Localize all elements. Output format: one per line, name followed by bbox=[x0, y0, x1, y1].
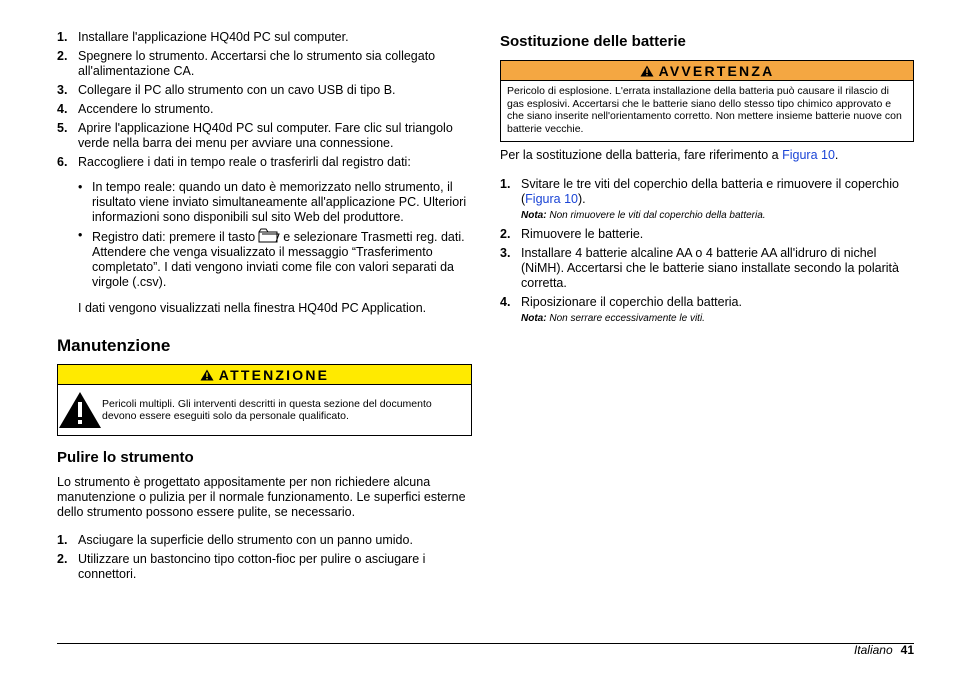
step-text: Installare l'applicazione HQ40d PC sul computer. bbox=[78, 30, 349, 44]
clean-heading: Pulire lo strumento bbox=[57, 449, 194, 466]
note-text: Non rimuovere le viti dal coperchio della batteria. bbox=[549, 210, 766, 221]
list-item bbox=[57, 155, 472, 170]
list-item bbox=[57, 49, 472, 79]
note bbox=[500, 209, 914, 222]
page-number: 41 bbox=[900, 643, 914, 657]
step-number: 2. bbox=[500, 227, 511, 241]
step-number: 1. bbox=[57, 533, 68, 547]
note-label: Nota: bbox=[521, 313, 547, 324]
right-column bbox=[500, 30, 914, 330]
bullet-text: Registro dati: premere il tasto bbox=[92, 230, 256, 244]
list-item bbox=[500, 295, 914, 310]
caution-box bbox=[57, 364, 472, 436]
step-number: 4. bbox=[57, 102, 68, 116]
note-text: Non serrare eccessivamente le viti. bbox=[549, 313, 705, 324]
ref-text: Per la sostituzione della batteria, fare riferimento a bbox=[500, 148, 783, 162]
step-number: 3. bbox=[500, 246, 511, 260]
warning-text: Pericolo di esplosione. L'errata installazione della batteria può causare il rilascio di gas esplosivi. Accertarsi che le batterie siano dello stesso tipo chimico approvato e che siano inserite nell'orientamento corretto. Non mettere insieme batterie nuove con batterie vecchie. bbox=[507, 85, 902, 135]
warning-label: AVVERTENZA bbox=[658, 62, 775, 79]
page-footer bbox=[854, 643, 914, 657]
footer-language: Italiano bbox=[853, 643, 893, 657]
step-text: Spegnere lo strumento. Accertarsi che lo strumento sia collegato all'alimentazione CA. bbox=[78, 49, 436, 78]
step-text: Installare 4 batterie alcaline AA o 4 batterie AA all'idruro di nichel (NiMH). Accertarsi che le batterie siano installate secondo la polarità corretta. bbox=[521, 246, 899, 290]
step-text: Asciugare la superficie dello strumento con un panno umido. bbox=[78, 533, 413, 547]
data-shown-text: I dati vengono visualizzati nella finestra HQ40d PC Application. bbox=[78, 301, 427, 315]
step-number: 4. bbox=[500, 295, 511, 309]
list-item bbox=[57, 552, 472, 582]
step-text: Collegare il PC allo strumento con un cavo USB di tipo B. bbox=[78, 83, 396, 97]
list-item bbox=[500, 227, 914, 242]
step-number: 5. bbox=[57, 121, 68, 135]
step-text-end: ). bbox=[577, 192, 586, 206]
note bbox=[500, 312, 914, 325]
ref-text-end: . bbox=[834, 148, 839, 162]
left-column bbox=[57, 30, 472, 586]
maintenance-heading: Manutenzione bbox=[57, 336, 171, 355]
caution-icon-cell bbox=[58, 391, 102, 429]
list-item bbox=[57, 533, 472, 548]
step-text: Rimuovere le batterie. bbox=[521, 227, 644, 241]
battery-ref-text bbox=[500, 148, 914, 163]
list-item bbox=[57, 121, 472, 151]
bullet-dot: • bbox=[78, 228, 83, 242]
warning-triangle-icon bbox=[200, 369, 214, 381]
step-number: 1. bbox=[500, 177, 511, 191]
step-text: Svitare le tre viti del coperchio della batteria e rimuovere il coperchio ( bbox=[521, 177, 899, 206]
bullet-text: In tempo reale: quando un dato è memorizzato nello strumento, il risultato viene inviato simultaneamente all'applicazione PC. Ulteriori informazioni sono disponibili sul sito Web del produttore. bbox=[92, 180, 467, 224]
warning-icon bbox=[58, 391, 102, 429]
warning-box bbox=[500, 60, 914, 142]
figure-link[interactable]: Figura 10 bbox=[525, 192, 578, 206]
caution-text: Pericoli multipli. Gli interventi descritti in questa sezione del documento devono essere eseguiti solo da personale qualificato. bbox=[102, 397, 432, 422]
setup-steps bbox=[57, 30, 472, 170]
caution-content bbox=[58, 385, 471, 435]
step-text: Accendere lo strumento. bbox=[78, 102, 214, 116]
note-label: Nota: bbox=[521, 210, 547, 221]
list-item bbox=[57, 30, 472, 45]
clean-steps bbox=[57, 533, 472, 582]
list-item bbox=[57, 83, 472, 98]
step-number: 6. bbox=[57, 155, 68, 169]
step-number: 1. bbox=[57, 30, 68, 44]
clean-intro: Lo strumento è progettato appositamente per non richiedere alcuna manutenzione o pulizia per il normale funzionamento. Le superfici esterne dello strumento possono essere pulite, se necessario. bbox=[57, 475, 466, 519]
collect-options bbox=[57, 180, 472, 290]
caution-label: ATTENZIONE bbox=[218, 366, 330, 383]
step-text: Riposizionare il coperchio della batteria. bbox=[521, 295, 742, 309]
figure-link[interactable]: Figura 10 bbox=[782, 148, 835, 162]
warning-header bbox=[501, 61, 913, 81]
caution-header bbox=[58, 365, 471, 385]
folder-icon bbox=[258, 228, 280, 243]
bullet-dot: • bbox=[78, 180, 83, 194]
step-text: Utilizzare un bastoncino tipo cotton-fioc per pulire o asciugare i connettori. bbox=[78, 552, 426, 581]
step-number: 2. bbox=[57, 552, 68, 566]
battery-heading: Sostituzione delle batterie bbox=[500, 33, 686, 50]
footer-divider bbox=[57, 643, 914, 644]
step-number: 3. bbox=[57, 83, 68, 97]
step-text: Raccogliere i dati in tempo reale o trasferirli dal registro dati: bbox=[78, 155, 411, 169]
step-text: Aprire l'applicazione HQ40d PC sul computer. Fare clic sul triangolo verde nella barra dei menu per avviare una connessione. bbox=[78, 121, 453, 150]
bullet-datalog bbox=[57, 228, 472, 290]
warning-triangle-icon bbox=[640, 65, 654, 77]
list-item bbox=[500, 177, 914, 207]
battery-steps bbox=[500, 177, 914, 207]
list-item bbox=[57, 102, 472, 117]
step-number: 2. bbox=[57, 49, 68, 63]
list-item bbox=[500, 246, 914, 291]
battery-steps-cont bbox=[500, 227, 914, 310]
bullet-realtime bbox=[57, 180, 472, 225]
bullet-text: e selezionare Trasmetti reg. dati. Attendere che venga visualizzato il messaggio “Trasferimento completato”. I dati vengono inviati come file con valori separati da virgole (.csv). bbox=[92, 230, 465, 289]
